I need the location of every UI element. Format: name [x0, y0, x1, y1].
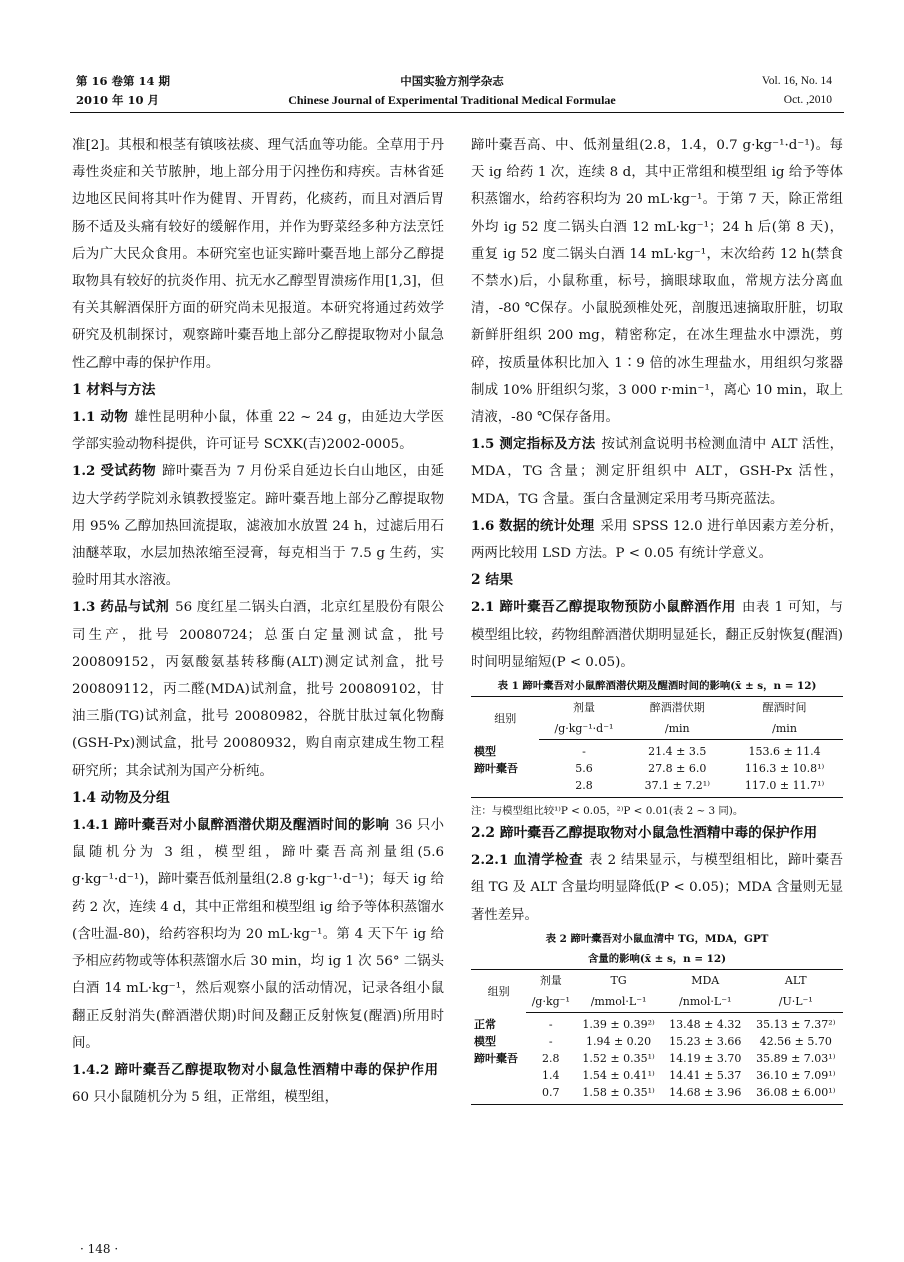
section-2-2-1-text: 表 2 结果显示，与模型组相比，蹄叶橐吾组 TG 及 ALT 含量均明显降低(P < 0.05)；MDA 含量则无显著性差异。 — [471, 853, 844, 923]
t2-cell-alt: 36.08 ± 6.00¹⁾ — [749, 1084, 843, 1105]
t1-cell-dose: 5.6 — [575, 762, 593, 776]
t2-header-dose: 剂量 — [526, 969, 575, 991]
table-1-grid — [471, 696, 843, 798]
journal-title-en: Chinese Journal of Experimental Traditional Medical Formulae — [288, 93, 616, 107]
t2-cell-group: 模型 — [474, 1034, 496, 1048]
section-1-3 — [72, 594, 444, 784]
t2-cell-alt: 35.89 ± 7.03¹⁾ — [756, 1051, 836, 1065]
t2-cell-tg: 1.52 ± 0.35¹⁾ — [582, 1051, 655, 1065]
t1-cell-latency: 21.4 ± 3.5 — [648, 745, 707, 759]
t2-cell-dose: 2.8 — [542, 1051, 560, 1065]
volume-issue-en: Vol. 16, No. 14 — [761, 75, 832, 87]
section-2-2-1-label: 2.2.1 血清学检查 — [471, 852, 583, 869]
t2-header-mda-unit: /nmol·L⁻¹ — [662, 991, 749, 1013]
volume-issue: 第 16 卷第 14 期 — [76, 74, 171, 88]
section-1-4-2-text: 60 只小鼠随机分为 5 组，正常组，模型组， — [72, 1090, 338, 1106]
table-row — [471, 740, 843, 761]
t1-cell-sober: 153.6 ± 11.4 — [748, 745, 821, 759]
t2-header-group: 组别 — [471, 969, 526, 1012]
section-1-1-text: 雄性昆明种小鼠，体重 22 ~ 24 g，由延边大学医学部实验动物科提供，许可证号 SCXK(吉)2002-0005。 — [72, 410, 444, 453]
t1-cell-group: 模型 — [474, 744, 496, 758]
t2-cell-mda: 15.23 ± 3.66 — [669, 1034, 742, 1048]
t1-header-sober-unit: /min — [726, 718, 843, 740]
section-2-1 — [471, 594, 843, 676]
t2-cell-alt: 35.13 ± 7.37²⁾ — [756, 1017, 836, 1031]
section-1-3-text: 56 度红星二锅头白酒，北京红星股份有限公司生产，批号 20080724；总蛋白定量测试盒，批号 200809152，丙氨酸氨基转移酶(ALT)测定试剂盒，批号 200809112，丙二醛(MDA)试剂盒，批号 200809102，甘油三脂(TG)试剂盒，批号 20080982，谷胱甘肽过氧化物酶(GSH-Px)测试盒，批号 20080932，购自南京建成生物工程研究所；其余试剂为国产分析纯。 — [72, 600, 444, 779]
section-1-2 — [72, 458, 444, 594]
t1-cell-group — [471, 777, 539, 798]
t1-cell-dose: - — [582, 745, 586, 759]
t2-cell-alt: 42.56 ± 5.70 — [759, 1034, 832, 1048]
t2-cell-dose: - — [548, 1017, 553, 1031]
table-2 — [471, 929, 843, 1105]
section-1-6-label: 1.6 数据的统计处理 — [471, 517, 595, 534]
t2-cell-mda: 13.48 ± 4.32 — [669, 1017, 742, 1031]
t1-header-dose-unit: /g·kg⁻¹·d⁻¹ — [539, 718, 628, 740]
section-2-1-text: 由表 1 可知，与模型组比较，药物组醉酒潜伏期明显延长，翻正反射恢复(醒酒)时间明显缩短(P < 0.05)。 — [471, 600, 843, 670]
t1-cell-latency: 27.8 ± 6.0 — [648, 762, 707, 776]
table-2-caption-line2: 含量的影响(x̄ ± s，n = 12) — [587, 952, 727, 965]
section-1-5-text: 按试剂盒说明书检测血清中 ALT 活性，MDA，TG 含量；测定肝组织中 ALT，GSH-Px 活性，MDA，TG 含量。蛋白含量测定采用考马斯亮蓝法。 — [471, 437, 843, 507]
table-1-caption: 表 1 蹄叶橐吾对小鼠醉酒潜伏期及醒酒时间的影响(x̄ ± s，n = 12) — [497, 680, 817, 693]
t1-header-sober: 醒酒时间 — [726, 697, 843, 719]
t2-cell-group: 正常 — [474, 1017, 496, 1031]
continued-paragraph: 蹄叶橐吾高、中、低剂量组(2.8，1.4，0.7 g·kg⁻¹·d⁻¹)。每天 ig 给药 1 次，连续 8 d，其中正常组和模型组 ig 给予等体积蒸馏水，给药容积均为 20 mL·kg⁻¹。于第 7 天，除正常组外均 ig 52 度二锅头白酒 12 mL·kg⁻¹；24 h 后(第 8 天)，重复 ig 52 度二锅头白酒 14 mL·kg⁻¹，末次给药 12 h(禁食不禁水)后，小鼠称重，标号，摘眼球取血，常规方法分离血清，-80 ℃保存。小鼠脱颈椎处死，剖腹迅速摘取肝脏，切取新鲜肝组织 200 mg，精密称定，在冰生理盐水中漂洗，剪碎，按质量体积比加入 1∶9 倍的冰生理盐水，用组织匀浆器制成 10% 肝组织匀浆，3 000 r·min⁻¹，离心 10 min，取上清液，-80 ℃保存备用。 — [471, 138, 843, 426]
section-1-6-text: 采用 SPSS 12.0 进行单因素方差分析，两两比较用 LSD 方法。P < 0.05 有统计学意义。 — [471, 518, 843, 562]
table-2-grid — [471, 969, 843, 1105]
t2-cell-group: 蹄叶橐吾 — [474, 1051, 518, 1065]
table-1-note: 注：与模型组比较¹⁾P < 0.05，²⁾P < 0.01(表 2 ~ 3 同)。 — [471, 805, 744, 818]
t2-header-alt: ALT — [749, 969, 843, 991]
header-rule — [70, 112, 844, 113]
section-1-1-label: 1.1 动物 — [72, 409, 129, 426]
t2-cell-mda: 14.68 ± 3.96 — [662, 1084, 749, 1105]
section-1-4-2 — [72, 1057, 444, 1111]
issue-date-en: Oct. ,2010 — [783, 94, 832, 106]
t2-cell-group — [471, 1067, 526, 1084]
journal-title-cn: 中国实验方剂学杂志 — [400, 74, 504, 88]
section-1-6 — [471, 513, 843, 567]
section-1-4-title: 1.4 动物及分组 — [72, 789, 170, 806]
left-column — [72, 132, 444, 1111]
t2-cell-group — [471, 1084, 526, 1105]
section-1-title: 1 材料与方法 — [72, 381, 156, 398]
issue-date: 2010 年 10 月 — [76, 93, 160, 107]
t2-header-alt-unit: /U·L⁻¹ — [749, 991, 843, 1013]
t2-cell-tg: 1.94 ± 0.20 — [585, 1034, 652, 1048]
page-number: · 148 · — [80, 1242, 119, 1256]
t2-header-dose-unit: /g·kg⁻¹ — [526, 991, 575, 1013]
t1-cell-group: 蹄叶橐吾 — [474, 762, 518, 776]
section-1-4-1-text: 36 只小鼠随机分为 3 组，模型组，蹄叶橐吾高剂量组(5.6 g·kg⁻¹·d⁻¹)，蹄叶橐吾低剂量组(2.8 g·kg⁻¹·d⁻¹)；每天 ig 给药 2 次，连续 4 d，其中正常组和模型组 ig 给予等体积蒸馏水(含吐温-80)，给药容积均为 20 mL·kg⁻¹。第 4 天下午 ig 给予相应药物或等体积蒸馏水后 30 min，均 ig 1 次 56° 二锅头白酒 14 mL·kg⁻¹，然后观察小鼠的活动情况，记录各组小鼠翻正反射消失(醉酒潜伏期)时间及翻正反射恢复(醒酒)所用时间。 — [72, 818, 445, 1051]
t2-header-tg: TG — [575, 969, 662, 991]
section-1-2-label: 1.2 受试药物 — [72, 463, 157, 480]
table-row — [471, 1050, 843, 1067]
t1-cell-sober: 117.0 ± 11.7¹⁾ — [726, 777, 843, 798]
intro-paragraph: 准[2]。其根和根茎有镇咳祛痰、理气活血等功能。全草用于丹毒性炎症和关节脓肿，地上部分用于闪挫伤和痔疾。吉林省延边地区民间将其叶作为健胃、开胃药，化痰药，而且对酒后胃肠不适及头痛有较好的缓解作用，并作为野菜经多种方法烹饪后为广大民众食用。本研究室也证实蹄叶橐吾地上部分乙醇提取物具有较好的抗炎作用、抗无水乙醇型胃溃疡作用[1,3]，但有关其解酒保肝方面的研究尚未见报道。本研究将通过药效学研究及机制探讨，观察蹄叶橐吾地上部分乙醇提取物对小鼠急性乙醇中毒的保护作用。 — [72, 138, 444, 371]
table-row — [471, 1084, 843, 1105]
header-center — [260, 72, 644, 110]
section-1-4-1-label: 1.4.1 蹄叶橐吾对小鼠醉酒潜伏期及醒酒时间的影响 — [72, 817, 390, 834]
t2-header-tg-unit: /mmol·L⁻¹ — [575, 991, 662, 1013]
header-right — [762, 72, 832, 110]
t2-cell-tg: 1.54 ± 0.41¹⁾ — [582, 1068, 655, 1082]
section-2-title: 2 结果 — [471, 572, 513, 589]
section-1-1 — [72, 404, 444, 458]
t2-cell-tg: 1.39 ± 0.39²⁾ — [582, 1017, 655, 1031]
section-2-1-label: 2.1 蹄叶橐吾乙醇提取物预防小鼠醉酒作用 — [471, 599, 736, 616]
t1-cell-latency: 37.1 ± 7.2¹⁾ — [628, 777, 726, 798]
t2-cell-dose: 1.4 — [542, 1068, 560, 1082]
section-2-2-title: 2.2 蹄叶橐吾乙醇提取物对小鼠急性酒精中毒的保护作用 — [471, 825, 818, 842]
t2-cell-dose: - — [548, 1034, 553, 1048]
t2-cell-dose: 0.7 — [526, 1084, 575, 1105]
table-row — [471, 777, 843, 798]
table-row — [471, 760, 843, 777]
header-left — [76, 72, 170, 110]
t2-cell-mda: 14.41 ± 5.37 — [669, 1068, 742, 1082]
section-1-5 — [471, 431, 843, 513]
t2-header-mda: MDA — [662, 969, 749, 991]
table-row — [471, 1012, 843, 1033]
section-1-4-2-label: 1.4.2 蹄叶橐吾乙醇提取物对小鼠急性酒精中毒的保护作用 — [72, 1061, 438, 1078]
section-2-2-1 — [471, 847, 843, 929]
t1-header-dose: 剂量 — [539, 697, 628, 719]
section-1-2-text: 蹄叶橐吾为 7 月份采自延边长白山地区，由延边大学药学院刘永镇教授鉴定。蹄叶橐吾地上部分乙醇提取物用 95% 乙醇加热回流提取，滤液加水放置 24 h，过滤后用石油醚萃取，水层加热浓缩至浸膏，每克相当于 7.5 g 生药，实验时用其水溶液。 — [72, 464, 444, 589]
right-column — [471, 132, 843, 1105]
t1-header-latency-unit: /min — [628, 718, 726, 740]
section-1-3-label: 1.3 药品与试剂 — [72, 599, 170, 616]
section-1-4-1 — [72, 812, 444, 1057]
t1-cell-dose: 2.8 — [539, 777, 628, 798]
table-row — [471, 1067, 843, 1084]
t1-header-group: 组别 — [471, 697, 539, 740]
table-1 — [471, 676, 843, 820]
table-2-caption-line1: 表 2 蹄叶橐吾对小鼠血清中 TG，MDA，GPT — [545, 932, 769, 945]
t2-cell-mda: 14.19 ± 3.70 — [669, 1051, 742, 1065]
t1-header-latency: 醉酒潜伏期 — [628, 697, 726, 719]
t2-cell-tg: 1.58 ± 0.35¹⁾ — [575, 1084, 662, 1105]
table-row — [471, 1033, 843, 1050]
section-1-5-label: 1.5 测定指标及方法 — [471, 436, 596, 453]
t2-cell-alt: 36.10 ± 7.09¹⁾ — [756, 1068, 836, 1082]
t1-cell-sober: 116.3 ± 10.8¹⁾ — [744, 762, 825, 776]
